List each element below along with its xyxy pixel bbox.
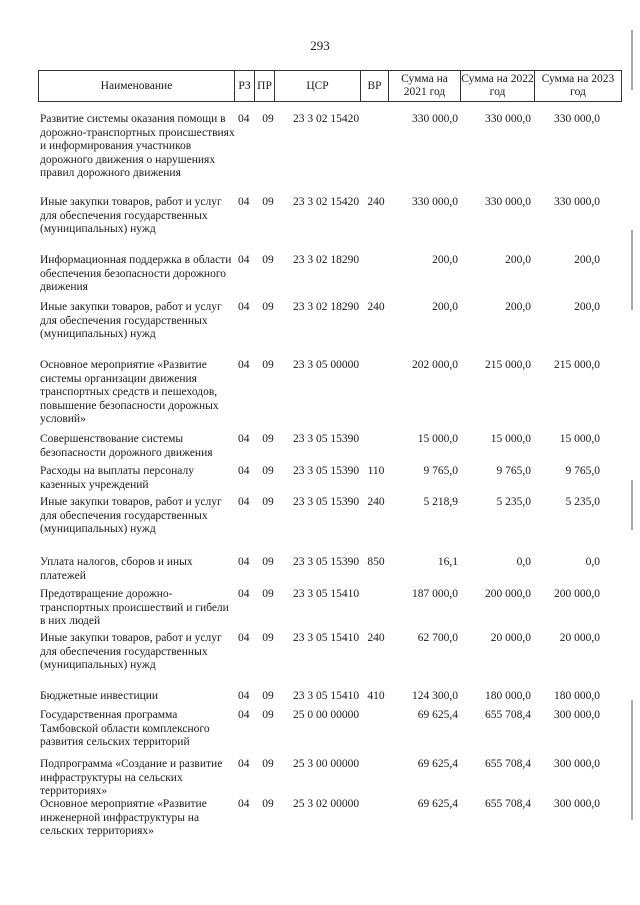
row-vr: 240	[367, 301, 385, 313]
row-pr: 09	[262, 632, 274, 644]
row-csr: 23 3 05 15390	[292, 556, 360, 568]
row-name: Развитие системы оказания помощи в дорожно-транспортных происшествиях и информирования участников дорожного движения о нарушениях правил дорожного движения	[40, 113, 235, 179]
row-sum-2021: 202 000,0	[412, 359, 458, 371]
column-header-sum-2021: Сумма на 2021 год	[389, 71, 461, 101]
scan-edge-mark	[631, 700, 633, 820]
row-rz: 04	[238, 496, 250, 508]
row-csr: 25 0 00 00000	[292, 709, 360, 721]
row-sum-2023: 0,0	[585, 556, 600, 568]
row-sum-2022: 200 000,0	[485, 588, 531, 600]
row-name: Иные закупки товаров, работ и услуг для обеспечения государственных (муниципальных) нужд	[40, 301, 222, 340]
row-name: Предотвращение дорожно-транспортных происшествий и гибели в них людей	[40, 588, 229, 627]
row-csr: 23 3 05 15390	[292, 433, 360, 445]
column-header-sum-2022: Сумма на 2022 год	[461, 71, 535, 101]
row-pr: 09	[262, 254, 274, 266]
row-sum-2021: 124 300,0	[412, 690, 458, 702]
row-sum-2023: 15 000,0	[559, 433, 600, 445]
row-pr: 09	[262, 196, 274, 208]
row-name: Подпрограмма «Создание и развитие инфраструктуры на сельских территориях»	[40, 758, 223, 797]
row-pr: 09	[262, 359, 274, 371]
row-csr: 23 3 05 15410	[292, 632, 360, 644]
column-header-pr: ПР	[255, 71, 275, 101]
row-vr: 410	[367, 690, 385, 702]
row-pr: 09	[262, 709, 274, 721]
row-sum-2021: 5 218,9	[423, 496, 458, 508]
row-sum-2022: 5 235,0	[496, 496, 531, 508]
row-sum-2022: 0,0	[516, 556, 531, 568]
column-header-rz: РЗ	[235, 71, 255, 101]
row-csr: 23 3 05 15410	[292, 690, 360, 702]
row-pr: 09	[262, 690, 274, 702]
row-name: Основное мероприятие «Развитие системы организации движения транспортных средств и пешеходов, повышение безопасности дорожных условий»	[40, 359, 219, 425]
row-rz: 04	[238, 254, 250, 266]
row-name: Иные закупки товаров, работ и услуг для обеспечения государственных (муниципальных) нужд	[40, 196, 222, 235]
row-rz: 04	[238, 301, 250, 313]
row-name: Основное мероприятие «Развитие инженерной инфраструктуры на сельских территориях»	[40, 798, 207, 837]
row-rz: 04	[238, 359, 250, 371]
row-sum-2021: 9 765,0	[423, 465, 458, 477]
column-header-csr: ЦСР	[275, 71, 361, 101]
row-csr: 23 3 02 18290	[292, 254, 360, 266]
row-sum-2023: 300 000,0	[554, 798, 600, 810]
row-sum-2023: 9 765,0	[565, 465, 600, 477]
row-pr: 09	[262, 301, 274, 313]
row-csr: 23 3 02 15420	[292, 113, 360, 125]
row-pr: 09	[262, 113, 274, 125]
row-name: Иные закупки товаров, работ и услуг для обеспечения государственных (муниципальных) нужд	[40, 496, 222, 535]
row-csr: 23 3 05 15390	[292, 496, 360, 508]
row-sum-2023: 215 000,0	[554, 359, 600, 371]
row-rz: 04	[238, 588, 250, 600]
column-header-name: Наименование	[39, 71, 235, 101]
row-rz: 04	[238, 632, 250, 644]
row-rz: 04	[238, 196, 250, 208]
row-sum-2022: 15 000,0	[490, 433, 531, 445]
table-header	[38, 70, 622, 102]
row-pr: 09	[262, 556, 274, 568]
row-sum-2021: 69 625,4	[417, 798, 458, 810]
row-csr: 23 3 02 15420	[292, 196, 360, 208]
row-vr: 240	[367, 496, 385, 508]
row-sum-2023: 200,0	[574, 301, 600, 313]
row-sum-2023: 300 000,0	[554, 758, 600, 770]
row-sum-2022: 215 000,0	[485, 359, 531, 371]
row-sum-2023: 300 000,0	[554, 709, 600, 721]
row-sum-2023: 5 235,0	[565, 496, 600, 508]
column-header-sum-2023: Сумма на 2023 год	[541, 73, 615, 98]
row-csr: 25 3 02 00000	[292, 798, 360, 810]
row-name: Совершенствование системы безопасности дорожного движения	[40, 433, 213, 459]
row-sum-2021: 187 000,0	[412, 588, 458, 600]
row-sum-2022: 20 000,0	[490, 632, 531, 644]
row-rz: 04	[238, 433, 250, 445]
row-sum-2021: 330 000,0	[412, 196, 458, 208]
row-csr: 23 3 02 18290	[292, 301, 360, 313]
row-rz: 04	[238, 758, 250, 770]
row-vr: 240	[367, 632, 385, 644]
row-sum-2023: 330 000,0	[554, 196, 600, 208]
row-sum-2022: 9 765,0	[496, 465, 531, 477]
row-sum-2022: 200,0	[505, 254, 531, 266]
row-sum-2023: 200 000,0	[554, 588, 600, 600]
row-sum-2021: 15 000,0	[417, 433, 458, 445]
row-rz: 04	[238, 113, 250, 125]
row-name: Информационная поддержка в области обеспечения безопасности дорожного движения	[40, 254, 232, 293]
row-csr: 23 3 05 15390	[292, 465, 360, 477]
row-csr: 25 3 00 00000	[292, 758, 360, 770]
row-sum-2021: 69 625,4	[417, 758, 458, 770]
row-sum-2021: 200,0	[432, 301, 458, 313]
row-name: Бюджетные инвестиции	[40, 690, 159, 702]
row-pr: 09	[262, 758, 274, 770]
row-name: Расходы на выплаты персоналу казенных учреждений	[40, 465, 194, 491]
row-name: Государственная программа Тамбовской области комплексного развития сельских территорий	[40, 709, 210, 748]
row-pr: 09	[262, 496, 274, 508]
row-sum-2023: 20 000,0	[559, 632, 600, 644]
row-sum-2021: 200,0	[432, 254, 458, 266]
row-vr: 110	[367, 465, 385, 477]
row-sum-2023: 200,0	[574, 254, 600, 266]
row-sum-2022: 180 000,0	[485, 690, 531, 702]
row-rz: 04	[238, 690, 250, 702]
row-sum-2023: 180 000,0	[554, 690, 600, 702]
row-pr: 09	[262, 588, 274, 600]
row-csr: 23 3 05 15410	[292, 588, 360, 600]
row-sum-2023: 330 000,0	[554, 113, 600, 125]
row-sum-2021: 16,1	[437, 556, 458, 568]
row-pr: 09	[262, 465, 274, 477]
row-rz: 04	[238, 465, 250, 477]
row-csr: 23 3 05 00000	[292, 359, 360, 371]
row-sum-2021: 330 000,0	[412, 113, 458, 125]
row-sum-2022: 655 708,4	[485, 758, 531, 770]
row-sum-2022: 330 000,0	[485, 196, 531, 208]
row-vr: 850	[367, 556, 385, 568]
row-name: Уплата налогов, сборов и иных платежей	[40, 556, 193, 582]
row-pr: 09	[262, 433, 274, 445]
row-rz: 04	[238, 709, 250, 721]
scan-edge-mark	[631, 480, 633, 530]
row-sum-2021: 69 625,4	[417, 709, 458, 721]
row-rz: 04	[238, 556, 250, 568]
scan-edge-mark	[631, 230, 633, 310]
row-name: Иные закупки товаров, работ и услуг для обеспечения государственных (муниципальных) нужд	[40, 632, 222, 671]
row-sum-2022: 655 708,4	[485, 798, 531, 810]
row-sum-2021: 62 700,0	[417, 632, 458, 644]
scan-edge-mark	[631, 30, 633, 90]
page-number: 293	[310, 38, 330, 53]
row-sum-2022: 200,0	[505, 301, 531, 313]
column-header-vr: ВР	[361, 71, 389, 101]
row-vr: 240	[367, 196, 385, 208]
row-rz: 04	[238, 798, 250, 810]
row-sum-2022: 655 708,4	[485, 709, 531, 721]
row-sum-2022: 330 000,0	[485, 113, 531, 125]
row-pr: 09	[262, 798, 274, 810]
